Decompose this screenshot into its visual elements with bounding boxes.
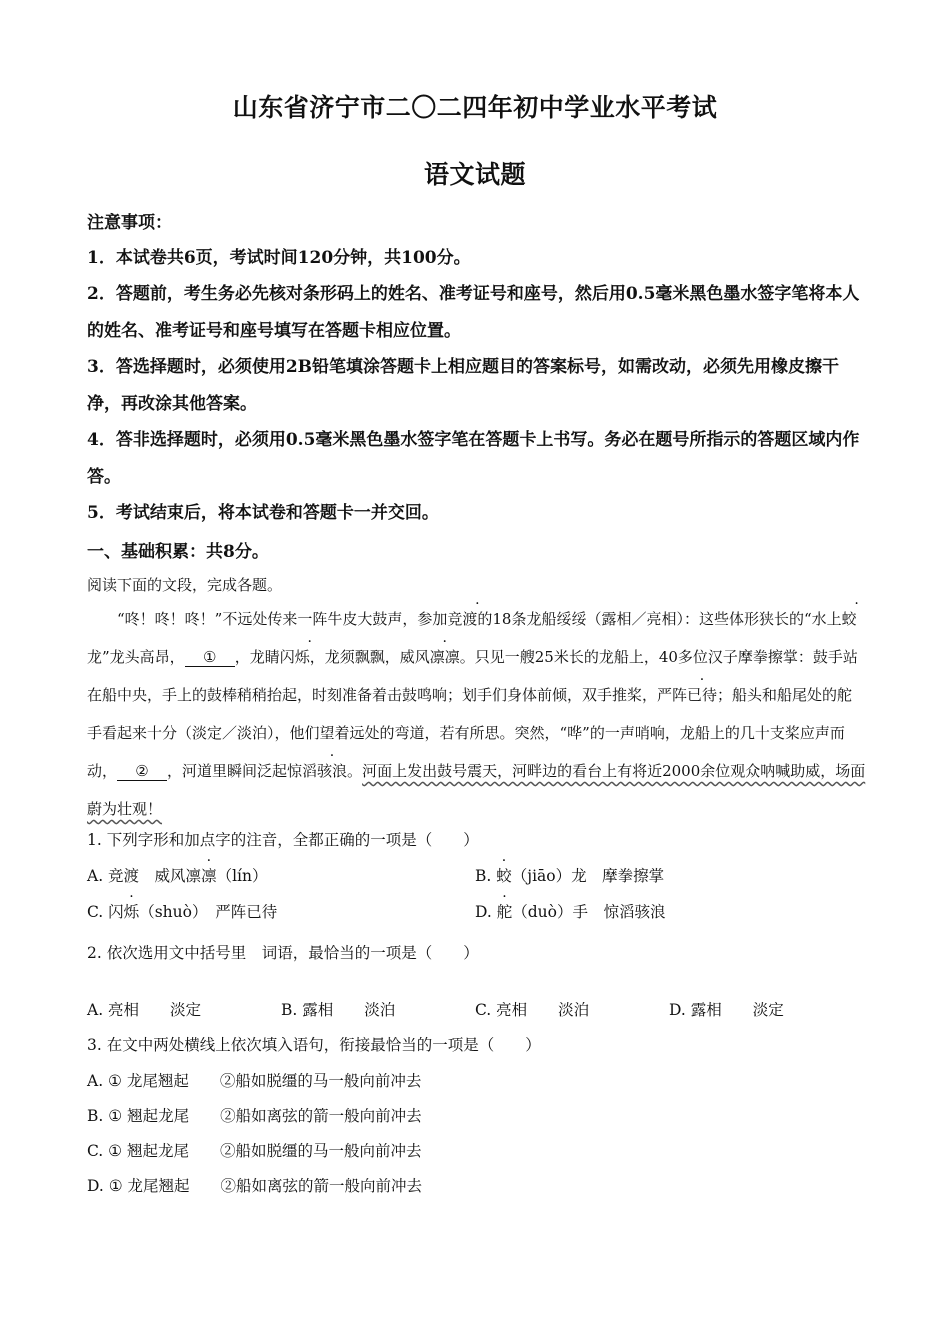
question-3-stem: 3. 在文中两处横线上依次填入语句，衔接最恰当的一项是（ ） [87, 1036, 541, 1054]
option-text: D. [475, 903, 497, 921]
option-text: （duò）手 惊滔骇浪 [512, 903, 666, 921]
passage-dotted-text: 闪烁 [279, 648, 310, 666]
passage-text: ”龙头高昂， [102, 648, 185, 666]
note-item-3: 3．答选择题时，必须使用2B铅笔填涂答题卡上相应题目的答案标号，如需改动，必须先用橡皮擦干净，再改涂其他答案。 [87, 357, 840, 414]
passage-dotted-text: 威风凛凛 [399, 648, 460, 666]
notes-heading: 注意事项： [87, 213, 172, 233]
question-3-option-a: A. ① 龙尾翘起 ②船如脱缰的马一般向前冲去 [87, 1072, 422, 1090]
blank-2: ② [117, 762, 167, 781]
exam-title: 山东省济宁市二〇二四年初中学业水平考试 [232, 93, 718, 122]
passage-dotted-text: · 蛟龙 [87, 610, 857, 666]
note-item-5: 5．考试结束后，将本试卷和答题卡一并交回。 [87, 503, 439, 523]
question-2-option-a: A. 亮相 淡定 [87, 1001, 202, 1019]
question-3-option-c: C. ① 翘起龙尾 ②船如脱缰的马一般向前冲去 [87, 1142, 422, 1160]
passage-text: 。只见一艘25米长的龙船上，40多位汉子摩拳擦掌：鼓手站在船中央，手上的鼓棒稍稍抬起，时刻准备着击鼓鸣响；划手们身体前倾，双手推桨， [87, 648, 858, 704]
question-3-option-b: B. ① 翘起龙尾 ②船如离弦的箭一般向前冲去 [87, 1107, 422, 1125]
passage-text: “咚！咚！咚！”不远处传来一阵牛皮大鼓声，参加 [117, 610, 448, 628]
option-dotted-char: 烁 [123, 903, 140, 921]
passage-text: ，河道里瞬间泛起 [167, 762, 288, 780]
question-1-option-a [87, 864, 267, 886]
passage-text: ，龙须飘飘， [309, 648, 400, 666]
blank-1: ① [185, 648, 235, 667]
question-2-option-c: C. 亮相 淡泊 [475, 1001, 590, 1019]
reading-passage [87, 600, 867, 828]
passage-dotted-text: 惊滔骇浪 [287, 762, 348, 780]
passage-text: ；船头和船尾处的舵手看起来十分（淡定／淡泊），他们望着远处的弯道，若有所思。突然，“哗”的一声哨响，龙船上的几十支桨应声而动， [87, 686, 853, 780]
option-dotted-char: 蛟 [496, 867, 512, 885]
wavy-underlined-sentence: 河面上发出鼓号震天，河畔边的看台上有将近2000余位观众呐喊助威，场面蔚为壮观！ [87, 762, 866, 818]
passage-text: 的18条龙船绥绥（露相／亮相）：这些体形狭长的“水上 [477, 610, 842, 628]
section-heading: 一、基础积累：共8分。 [87, 542, 269, 562]
question-1-option-c [87, 900, 277, 922]
option-text: （lín） [216, 867, 268, 885]
option-text: C. 闪 [87, 903, 124, 921]
option-text: （shuò） 严阵已待 [139, 903, 278, 921]
option-text: （jiāo）龙 摩拳擦掌 [511, 867, 665, 885]
passage-text: 。 [347, 762, 363, 780]
question-2-option-d: D. 露相 淡定 [669, 1001, 784, 1019]
question-2-stem: 2. 依次选用文中括号里 词语，最恰当的一项是（ ） [87, 944, 479, 962]
option-dotted-char: 舵 [496, 903, 513, 921]
passage-dotted-text: 严阵已待 [657, 686, 718, 704]
question-1-stem: 1. 下列字形和加点字的注音，全都正确的一项是（ ） [87, 831, 479, 849]
question-2-option-b: B. 露相 淡泊 [281, 1001, 396, 1019]
note-item-2: 2．答题前，考生务必先核对条形码上的姓名、准考证号和座号，然后用0.5毫米黑色墨水签字笔将本人的姓名、准考证号和座号填写在答题卡相应位置。 [87, 284, 860, 341]
passage-text: ，龙睛 [234, 648, 280, 666]
option-dotted-char: 凛 [201, 867, 217, 885]
passage-dotted-text: 竞渡 [447, 610, 478, 628]
question-1-option-b [475, 864, 664, 886]
exam-subtitle: 语文试题 [423, 160, 526, 189]
question-1-option-d [475, 900, 666, 922]
option-text: A. 竞渡 威风凛 [87, 867, 202, 885]
note-item-4: 4．答非选择题时，必须用0.5毫米黑色墨水签字笔在答题卡上书写。务必在题号所指示的答题区域内作答。 [87, 430, 860, 487]
section-instruction: 阅读下面的文段，完成各题。 [87, 576, 283, 594]
question-3-option-d: D. ① 龙尾翘起 ②船如离弦的箭一般向前冲去 [87, 1177, 423, 1195]
note-item-1: 1．本试卷共6页，考试时间120分钟，共100分。 [87, 248, 471, 268]
option-text: B. [475, 867, 497, 885]
